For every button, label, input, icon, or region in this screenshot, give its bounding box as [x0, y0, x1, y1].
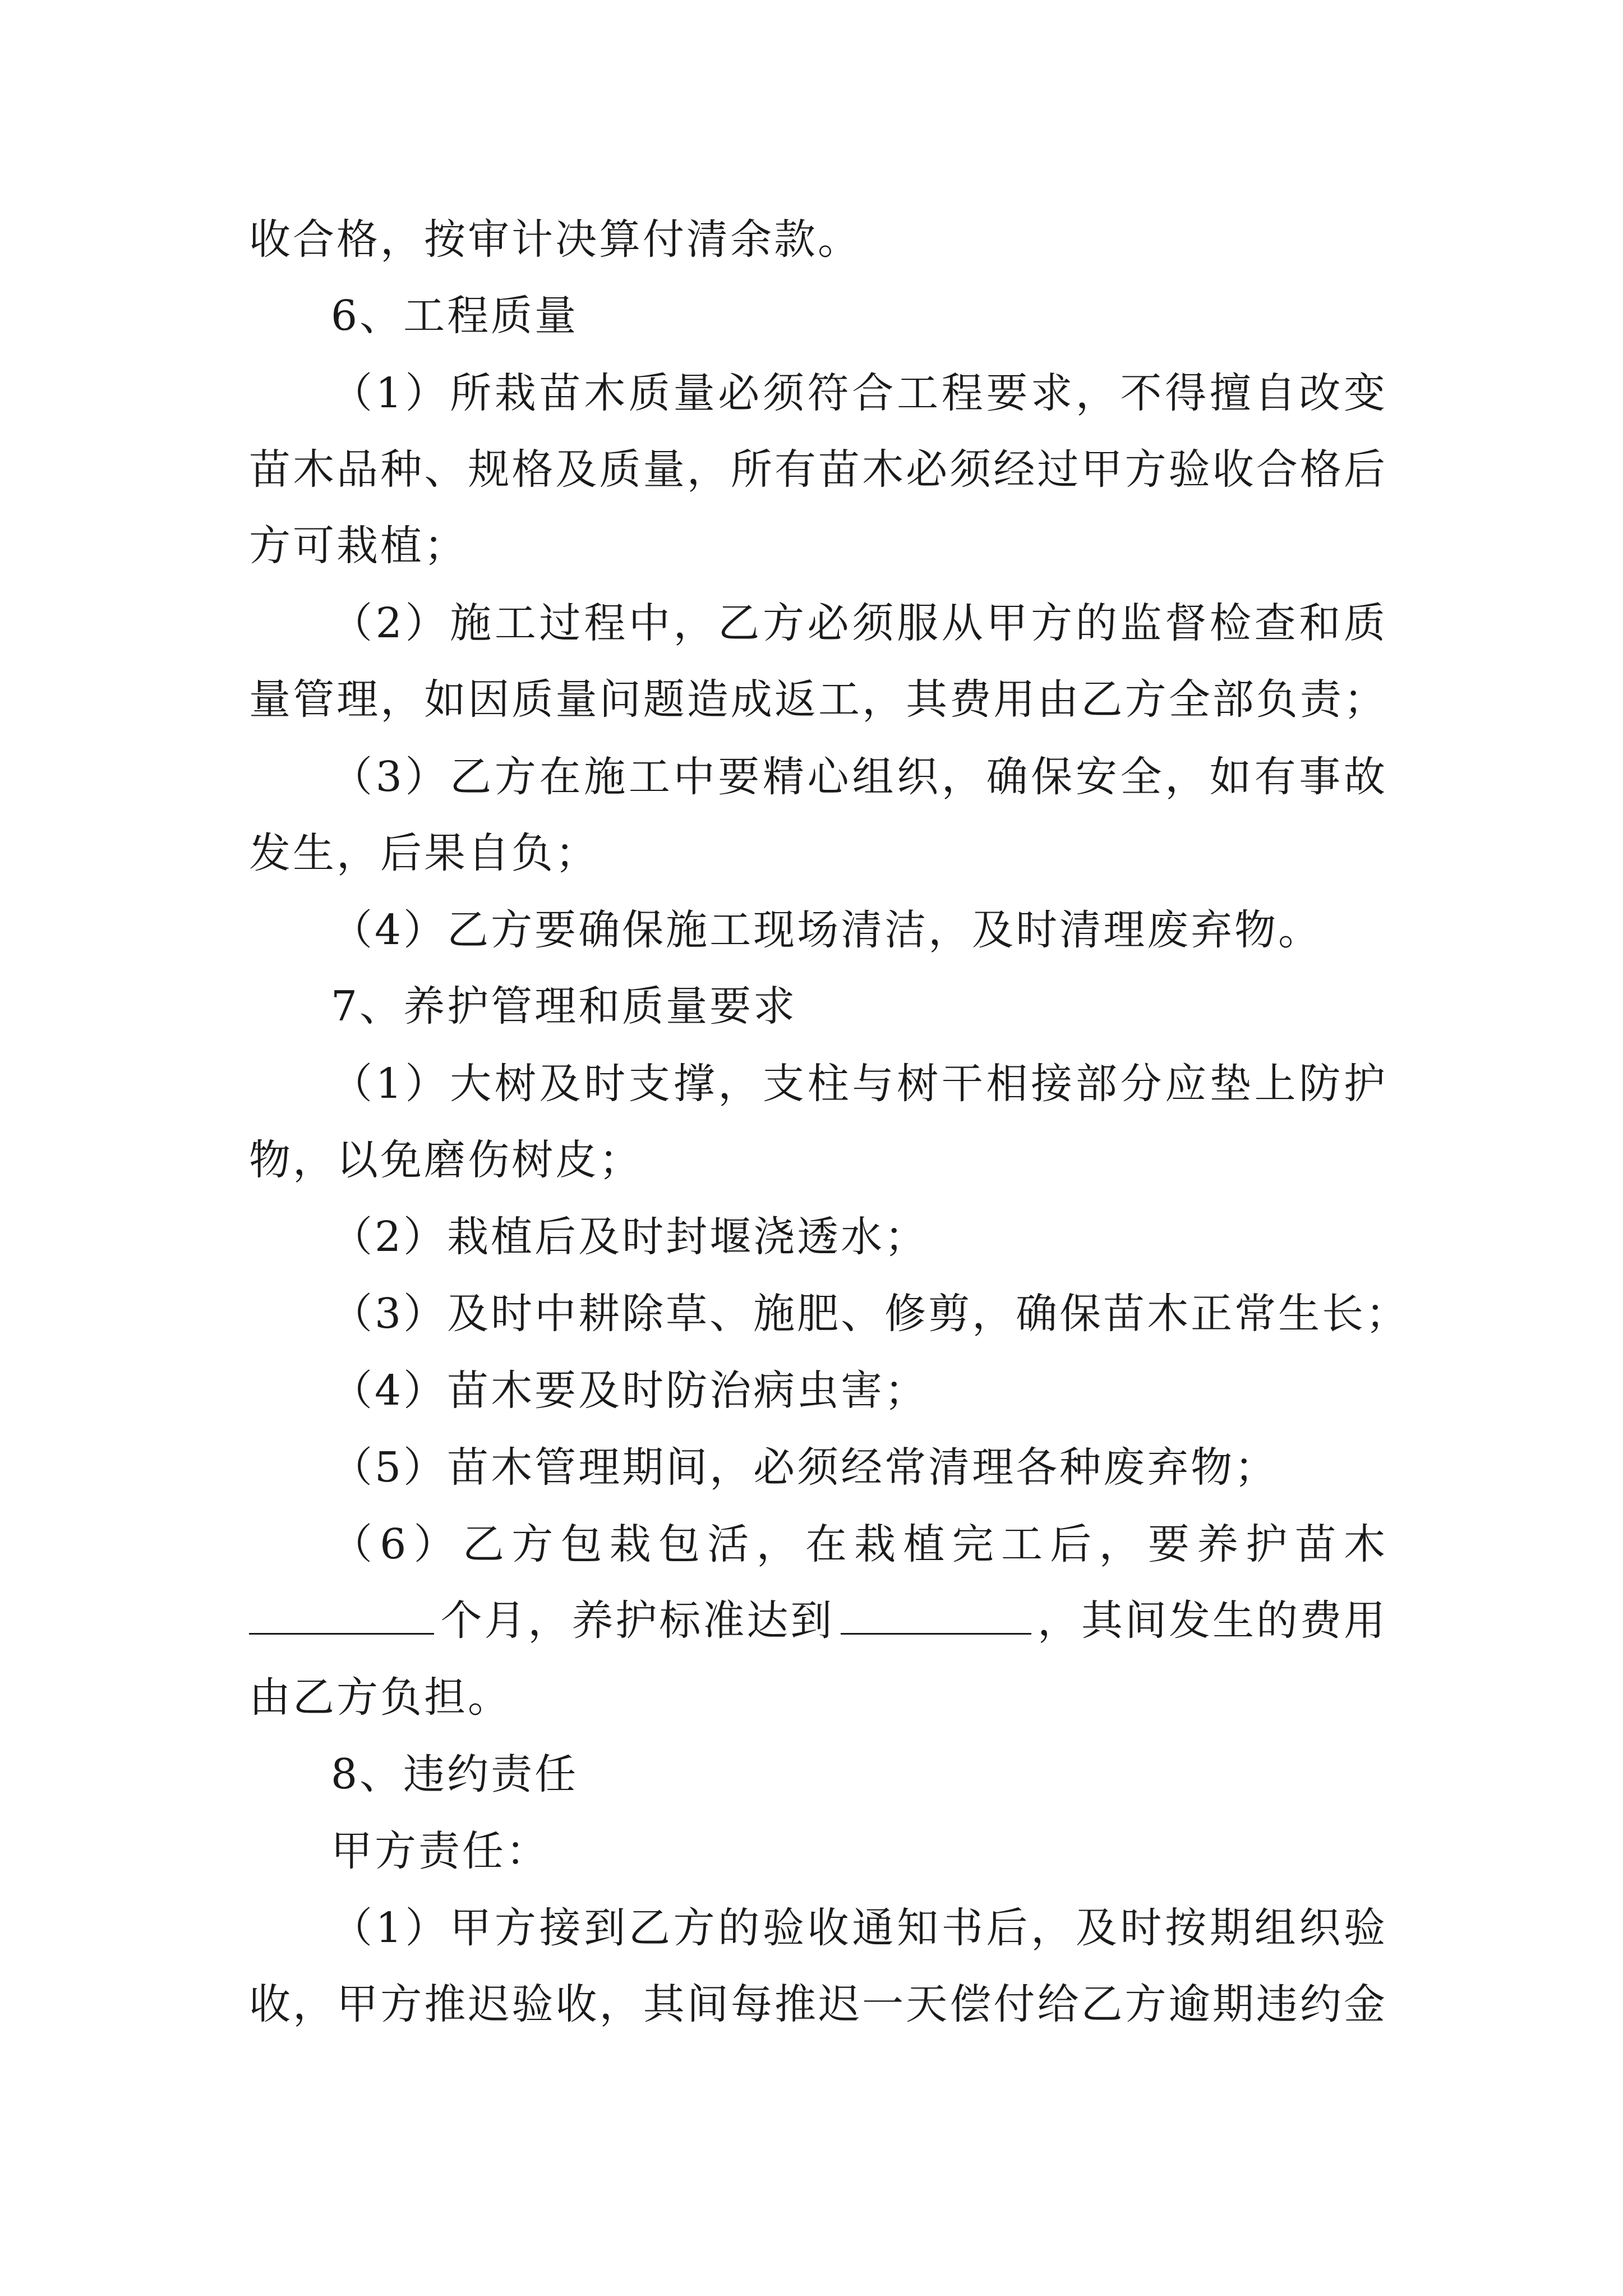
- paragraph-line: （4）乙方要确保施工现场清洁，及时清理废弃物。: [331, 906, 1322, 954]
- paragraph-text: ，其间发生的费用: [1037, 1596, 1387, 1645]
- section-heading: 7、养护管理和质量要求: [331, 982, 797, 1030]
- blank-field: [841, 1598, 1031, 1635]
- paragraph-line: （5）苗木管理期间，必须经常清理各种废弃物；: [331, 1443, 1279, 1492]
- paragraph-line: （1）甲方接到乙方的验收通知书后，及时按期组织验: [331, 1904, 1387, 1952]
- paragraph-line: 收，甲方推迟验收，其间每推迟一天偿付给乙方逾期违约金: [249, 1980, 1387, 2028]
- paragraph-line: 方可栽植；: [249, 522, 468, 570]
- paragraph-line: 发生，后果自负；: [249, 829, 599, 877]
- paragraph-line: （1）大树及时支撑，支柱与树干相接部分应垫上防护: [331, 1060, 1387, 1108]
- blank-field: [249, 1598, 434, 1635]
- fill-in-line: [249, 1593, 1387, 1649]
- paragraph-line: （3）乙方在施工中要精心组织，确保安全，如有事故: [331, 753, 1387, 801]
- section-heading: 6、工程质量: [331, 292, 579, 340]
- paragraph-line: （2）栽植后及时封堰浇透水；: [331, 1213, 929, 1261]
- paragraph-line: 由乙方负担。: [249, 1673, 511, 1722]
- paragraph-line: 物，以免磨伤树皮；: [249, 1136, 643, 1184]
- subsection-heading: 甲方责任：: [331, 1827, 550, 1875]
- paragraph-line: 量管理，如因质量问题造成返工，其费用由乙方全部负责；: [249, 675, 1387, 724]
- paragraph-line: （4）苗木要及时防治病虫害；: [331, 1366, 929, 1415]
- paragraph-line: 收合格，按审计决算付清余款。: [249, 215, 861, 264]
- paragraph-line: （1）所栽苗木质量必须符合工程要求，不得擅自改变: [331, 369, 1387, 417]
- paragraph-line: （3）及时中耕除草、施肥、修剪，确保苗木正常生长；: [331, 1290, 1410, 1338]
- paragraph-line: （2）施工过程中，乙方必须服从甲方的监督检查和质: [331, 599, 1387, 647]
- section-heading: 8、违约责任: [331, 1750, 579, 1798]
- paragraph-line: 苗木品种、规格及质量，所有苗木必须经过甲方验收合格后: [249, 445, 1387, 494]
- paragraph-text: 个月，养护标准达到: [440, 1596, 834, 1645]
- paragraph-line: （6）乙方包栽包活，在栽植完工后，要养护苗木: [331, 1520, 1387, 1568]
